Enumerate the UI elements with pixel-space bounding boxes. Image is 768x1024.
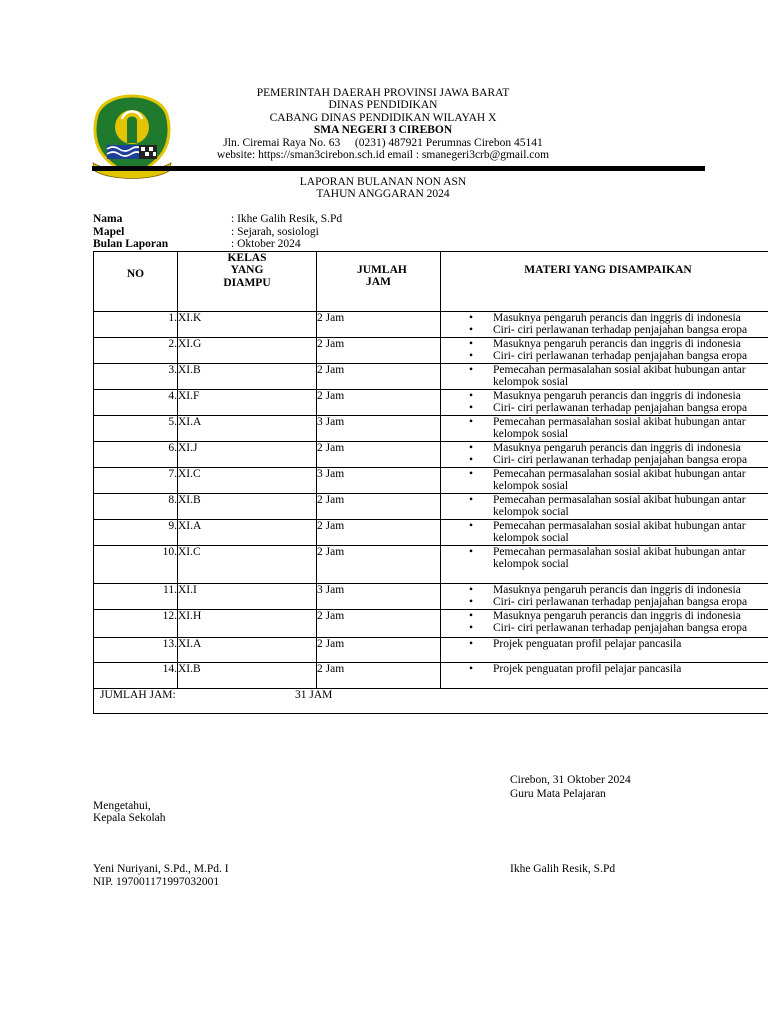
row-materi: [441, 389, 768, 415]
row-kelas: XI.G: [178, 337, 317, 363]
materi-item: • Pemecahan permasalahan sosial akibat hubungan antar kelompok sosial: [493, 364, 768, 389]
row-kelas: XI.B: [178, 493, 317, 519]
bulan-label: Bulan Laporan: [93, 238, 169, 250]
row-materi: [441, 662, 768, 688]
materi-item: • Masuknya pengaruh perancis dan inggris di indonesia: [493, 338, 768, 350]
row-jam: 2 Jam: [317, 545, 441, 583]
bulan-value: : Oktober 2024: [231, 238, 301, 250]
header-materi: MATERI YANG DISAMPAIKAN: [441, 252, 768, 312]
table-row: [94, 389, 768, 415]
materi-item: • Ciri- ciri perlawanan terhadap penjajahan bangsa eropa: [493, 596, 768, 608]
header-jam: JUMLAH JAM: [317, 252, 441, 312]
materi-list: [441, 468, 768, 493]
report-title: [200, 176, 566, 201]
place-date: Cirebon, 31 Oktober 2024: [510, 774, 631, 786]
role-right: Guru Mata Pelajaran: [510, 788, 606, 800]
row-kelas: XI.F: [178, 389, 317, 415]
row-materi: [441, 467, 768, 493]
materi-item: • Masuknya pengaruh perancis dan inggris di indonesia: [493, 610, 768, 622]
table-row: [94, 467, 768, 493]
row-no: 10.: [94, 545, 178, 583]
row-kelas: XI.J: [178, 441, 317, 467]
row-no: 12.: [94, 609, 178, 637]
mapel-value: : Sejarah, sosiologi: [231, 226, 319, 238]
row-materi: [441, 441, 768, 467]
row-jam: 3 Jam: [317, 467, 441, 493]
table-header-row: [94, 252, 768, 312]
row-no: 5.: [94, 415, 178, 441]
materi-list: [441, 312, 768, 337]
report-title-line2: TAHUN ANGGARAN 2024: [316, 188, 450, 201]
row-kelas: XI.C: [178, 467, 317, 493]
letterhead-address: Jln. Ciremai Raya No. 63   (0231) 487921 Perumnas Cirebon 45141: [223, 136, 543, 149]
row-kelas: XI.K: [178, 312, 317, 338]
nama-value: : Ikhe Galih Resik, S.Pd: [231, 213, 343, 225]
materi-item: • Ciri- ciri perlawanan terhadap penjajahan bangsa eropa: [493, 622, 768, 634]
mapel-label: Mapel: [93, 226, 125, 238]
row-jam: 2 Jam: [317, 662, 441, 688]
letterhead-department: DINAS PENDIDIKAN: [328, 99, 438, 112]
row-materi: [441, 337, 768, 363]
materi-item: • Masuknya pengaruh perancis dan inggris di indonesia: [493, 584, 768, 596]
row-jam: 2 Jam: [317, 493, 441, 519]
materi-item: • Pemecahan permasalahan sosial akibat hubungan antar kelompok sosial: [493, 416, 768, 441]
letterhead-government: PEMERINTAH DAERAH PROVINSI JAWA BARAT: [256, 87, 510, 99]
materi-list: [441, 364, 768, 389]
materi-item: • Projek penguatan profil pelajar pancasila: [493, 638, 768, 650]
table-row: [94, 363, 768, 389]
row-no: 11.: [94, 583, 178, 609]
letterhead: [200, 87, 566, 161]
materi-item: • Ciri- ciri perlawanan terhadap penjajahan bangsa eropa: [493, 402, 768, 414]
row-kelas: XI.A: [178, 415, 317, 441]
row-no: 3.: [94, 363, 178, 389]
materi-list: [441, 520, 768, 545]
row-materi: [441, 609, 768, 637]
header-kelas: KELAS YANG DIAMPU: [178, 252, 317, 312]
table-row: [94, 312, 768, 338]
table-row: [94, 637, 768, 662]
materi-item: • Masuknya pengaruh perancis dan inggris di indonesia: [493, 312, 768, 324]
row-no: 7.: [94, 467, 178, 493]
table-row: [94, 493, 768, 519]
materi-item: • Ciri- ciri perlawanan terhadap penjajahan bangsa eropa: [493, 454, 768, 466]
table-body: [94, 312, 768, 689]
table-row: [94, 545, 768, 583]
table-row: [94, 609, 768, 637]
row-no: 8.: [94, 493, 178, 519]
materi-item: • Projek penguatan profil pelajar pancasila: [493, 663, 768, 675]
table-row: [94, 583, 768, 609]
row-kelas: XI.A: [178, 637, 317, 662]
materi-list: [441, 390, 768, 415]
materi-item: • Pemecahan permasalahan sosial akibat hubungan antar kelompok social: [493, 494, 768, 519]
nip-left: NIP. 197001171997032001: [93, 876, 220, 888]
name-right: Ikhe Galih Resik, S.Pd: [510, 863, 616, 875]
row-no: 13.: [94, 637, 178, 662]
materi-list: [441, 546, 768, 571]
materi-list: [441, 610, 768, 635]
row-materi: [441, 415, 768, 441]
letterhead-branch: CABANG DINAS PENDIDIKAN WILAYAH X: [269, 111, 497, 124]
materi-list: [441, 584, 768, 609]
table-row: [94, 662, 768, 688]
row-jam: 2 Jam: [317, 363, 441, 389]
total-label: JUMLAH JAM:: [100, 688, 176, 701]
materi-item: • Pemecahan permasalahan sosial akibat hubungan antar kelompok social: [493, 520, 768, 545]
materi-item: • Ciri- ciri perlawanan terhadap penjajahan bangsa eropa: [493, 350, 768, 362]
name-left: Yeni Nuriyani, S.Pd., M.Pd. I: [93, 863, 229, 875]
row-jam: 3 Jam: [317, 415, 441, 441]
row-kelas: XI.I: [178, 583, 317, 609]
report-table: [93, 251, 768, 714]
row-no: 4.: [94, 389, 178, 415]
nama-label: Nama: [93, 213, 123, 225]
letterhead-divider: [92, 166, 705, 171]
table-row: [94, 519, 768, 545]
row-jam: 2 Jam: [317, 637, 441, 662]
table-row: [94, 337, 768, 363]
row-jam: 3 Jam: [317, 583, 441, 609]
materi-item: • Ciri- ciri perlawanan terhadap penjajahan bangsa eropa: [493, 324, 768, 336]
materi-list: [441, 494, 768, 519]
row-materi: [441, 583, 768, 609]
letterhead-website: website: https://sman3cirebon.sch.id email : smanegeri3crb@gmail.com: [216, 149, 550, 162]
row-no: 9.: [94, 519, 178, 545]
total-row: [94, 688, 768, 713]
row-no: 14.: [94, 662, 178, 688]
table-row: [94, 441, 768, 467]
row-materi: [441, 493, 768, 519]
row-jam: 2 Jam: [317, 609, 441, 637]
materi-list: [441, 663, 768, 675]
row-no: 2.: [94, 337, 178, 363]
materi-list: [441, 638, 768, 650]
materi-list: [441, 416, 768, 441]
row-kelas: XI.B: [178, 662, 317, 688]
row-no: 1.: [94, 312, 178, 338]
table-row: [94, 415, 768, 441]
total-value: 31 JAM: [295, 688, 333, 701]
row-kelas: XI.A: [178, 519, 317, 545]
report-title-line1: LAPORAN BULANAN NON ASN: [299, 176, 467, 188]
row-materi: [441, 637, 768, 662]
materi-item: • Pemecahan permasalahan sosial akibat hubungan antar kelompok sosial: [493, 468, 768, 493]
row-no: 6.: [94, 441, 178, 467]
materi-item: • Masuknya pengaruh perancis dan inggris di indonesia: [493, 442, 768, 454]
west-java-emblem-logo: [89, 93, 175, 185]
header-no: NO: [94, 252, 178, 312]
row-materi: [441, 363, 768, 389]
row-jam: 2 Jam: [317, 519, 441, 545]
row-jam: 2 Jam: [317, 312, 441, 338]
row-jam: 2 Jam: [317, 389, 441, 415]
row-kelas: XI.B: [178, 363, 317, 389]
mengetahui: Mengetahui,: [93, 800, 151, 812]
row-materi: [441, 312, 768, 338]
row-materi: [441, 519, 768, 545]
row-materi: [441, 545, 768, 583]
letterhead-school: SMA NEGERI 3 CIREBON: [313, 124, 453, 137]
materi-list: [441, 442, 768, 467]
materi-item: • Masuknya pengaruh perancis dan inggris di indonesia: [493, 390, 768, 402]
row-kelas: XI.C: [178, 545, 317, 583]
materi-list: [441, 338, 768, 363]
row-jam: 2 Jam: [317, 441, 441, 467]
row-jam: 2 Jam: [317, 337, 441, 363]
materi-item: • Pemecahan permasalahan sosial akibat hubungan antar kelompok social: [493, 546, 768, 571]
role-left: Kepala Sekolah: [93, 812, 166, 824]
row-kelas: XI.H: [178, 609, 317, 637]
